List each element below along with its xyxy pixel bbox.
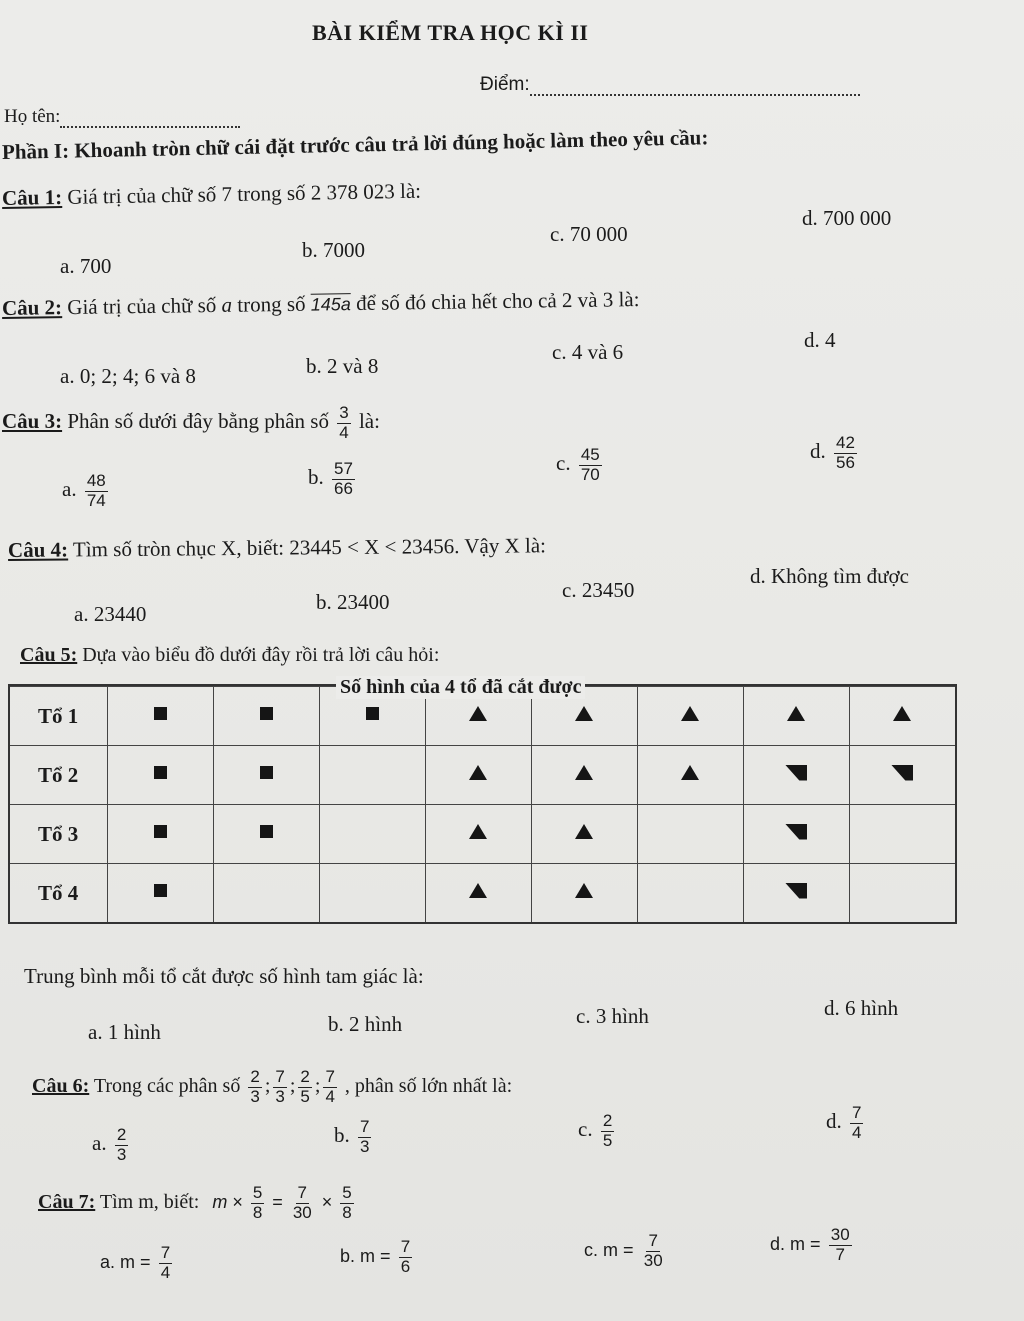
q7-frac-1 bbox=[251, 1184, 264, 1222]
q3-option-b-letter: b. bbox=[308, 465, 324, 489]
chart-cell bbox=[637, 864, 743, 924]
square-icon bbox=[260, 766, 273, 779]
q7-d-num: 30 bbox=[830, 1225, 850, 1244]
q5-question: Trung bình mỗi tổ cắt được số hình tam giác là: bbox=[24, 964, 424, 988]
triangle-icon bbox=[469, 765, 487, 780]
q6-frac-1 bbox=[248, 1068, 261, 1106]
chart-cell bbox=[213, 687, 319, 746]
q6-option-c[interactable] bbox=[578, 1112, 617, 1150]
q6-d-num: 7 bbox=[852, 1103, 862, 1122]
q7-option-b[interactable] bbox=[340, 1238, 415, 1276]
chart-cell bbox=[107, 746, 213, 805]
q3-option-c-frac bbox=[579, 446, 602, 484]
score-label-text: Điểm: bbox=[480, 74, 530, 95]
triangle-icon bbox=[681, 706, 699, 721]
cut-icon bbox=[785, 765, 807, 781]
q7-label: Câu 7: bbox=[38, 1190, 96, 1213]
q7-option-d[interactable] bbox=[770, 1226, 855, 1264]
square-icon bbox=[154, 707, 167, 720]
q2-label: Câu 2: bbox=[1, 295, 63, 320]
q6-text: Trong các phân số bbox=[93, 1074, 241, 1097]
q3-stem bbox=[2, 404, 380, 442]
chart-cell bbox=[425, 805, 531, 864]
q4-text: Tìm số tròn chục X, biết: 23445 < X < 23456. Vậy X là: bbox=[72, 533, 547, 562]
chart-cell bbox=[319, 746, 425, 805]
part1-heading: Phần I: Khoanh tròn chữ cái đặt trước câu trả lời đúng hoặc làm theo yêu cầu: bbox=[1, 125, 709, 164]
shapes-chart-table bbox=[8, 684, 957, 924]
q3-text: Phân số dưới đây bằng phân số bbox=[67, 409, 329, 433]
q6-f2-den: 3 bbox=[275, 1086, 285, 1106]
chart-cell bbox=[107, 805, 213, 864]
q6-d-den: 4 bbox=[852, 1122, 862, 1142]
q7-d-frac bbox=[829, 1226, 852, 1264]
score-label bbox=[480, 74, 860, 96]
q3-option-b[interactable] bbox=[308, 460, 358, 498]
q1-option-b[interactable]: b. 7000 bbox=[302, 238, 365, 262]
q6-b-letter: b. bbox=[334, 1123, 350, 1147]
chart-cell bbox=[425, 746, 531, 805]
chart-row bbox=[9, 805, 956, 864]
q2-stem bbox=[2, 287, 640, 321]
q7-b-letter: b. m = bbox=[340, 1246, 391, 1266]
q6-c-num: 2 bbox=[602, 1111, 613, 1130]
q6-text-after: , phân số lớn nhất là: bbox=[344, 1074, 513, 1097]
q3-label: Câu 3: bbox=[2, 409, 63, 433]
q3-b-den: 66 bbox=[334, 478, 353, 498]
q2-text-mid: trong số bbox=[237, 291, 306, 317]
chart-title: Số hình của 4 tổ đã cắt được bbox=[336, 676, 585, 699]
triangle-icon bbox=[469, 824, 487, 839]
q3-frac-den: 4 bbox=[339, 422, 349, 442]
q5-stem bbox=[20, 644, 439, 667]
q1-option-a[interactable]: a. 700 bbox=[60, 254, 112, 278]
chart-cell bbox=[425, 864, 531, 924]
q6-a-num: 2 bbox=[116, 1125, 127, 1144]
q2-text-before: Giá trị của chữ số bbox=[67, 293, 217, 320]
q6-stem: Câu 6: Trong các phân số $\frac{2}{3}$ ; $\frac{7}{3}$ ; $\frac{2}{5}$ ; $\frac{7}{4}$ , phân số lớn nhất là: bbox=[32, 1067, 513, 1106]
square-icon bbox=[260, 707, 273, 720]
q7-c-num: 7 bbox=[648, 1231, 658, 1250]
q6-f1-num: 2 bbox=[250, 1067, 260, 1086]
q4-option-c[interactable]: c. 23450 bbox=[562, 578, 635, 602]
q7-text: Tìm m, biết: bbox=[99, 1190, 200, 1213]
triangle-icon bbox=[787, 706, 805, 721]
q6-f4-den: 4 bbox=[325, 1086, 335, 1106]
chart-cell bbox=[531, 805, 637, 864]
q7-a-num: 7 bbox=[160, 1243, 171, 1262]
q7-times-2: × bbox=[321, 1191, 333, 1212]
q7-f2-num: 7 bbox=[297, 1183, 307, 1202]
q2-text-after: để số đó chia hết cho cả 2 và 3 là: bbox=[355, 287, 640, 316]
q7-c-frac bbox=[642, 1232, 665, 1270]
q6-f3-num: 2 bbox=[300, 1067, 310, 1086]
chart-cell bbox=[319, 864, 425, 924]
cut-icon bbox=[891, 765, 913, 781]
q3-option-c[interactable] bbox=[556, 446, 605, 484]
cut-icon bbox=[785, 824, 807, 840]
q2-option-d[interactable]: d. 4 bbox=[804, 328, 836, 352]
q6-c-letter: c. bbox=[578, 1117, 593, 1141]
q6-d-frac bbox=[850, 1104, 863, 1142]
q7-f2-den: 30 bbox=[292, 1202, 312, 1222]
chart-cell bbox=[637, 805, 743, 864]
q5-option-d[interactable]: d. 6 hình bbox=[824, 996, 899, 1020]
q3-option-d-frac bbox=[834, 434, 857, 472]
chart-row-label: Tổ 1 bbox=[9, 687, 107, 746]
chart-cell bbox=[849, 746, 956, 805]
q1-option-c[interactable]: c. 70 000 bbox=[550, 222, 628, 246]
triangle-icon bbox=[575, 765, 593, 780]
chart-row-label: Tổ 2 bbox=[9, 746, 107, 805]
q6-a-den: 3 bbox=[116, 1144, 127, 1164]
triangle-icon bbox=[575, 824, 593, 839]
chart-cell bbox=[743, 687, 849, 746]
q6-label: Câu 6: bbox=[32, 1074, 90, 1097]
q3-c-den: 70 bbox=[580, 464, 600, 484]
chart-cell bbox=[637, 746, 743, 805]
q7-frac-3 bbox=[340, 1184, 353, 1222]
chart-cell bbox=[849, 687, 956, 746]
chart-cell bbox=[531, 746, 637, 805]
chart-cell bbox=[319, 805, 425, 864]
chart-cell bbox=[637, 687, 743, 746]
triangle-icon bbox=[893, 706, 911, 721]
q6-f1-den: 3 bbox=[250, 1086, 260, 1106]
chart-cell bbox=[743, 805, 849, 864]
cut-icon bbox=[785, 883, 807, 899]
chart-cell bbox=[107, 687, 213, 746]
q2-var: a bbox=[221, 292, 233, 317]
q3-d-den: 56 bbox=[836, 452, 855, 472]
q6-f2-num: 7 bbox=[275, 1067, 285, 1086]
q7-times-1: × bbox=[232, 1191, 243, 1212]
q1-label: Câu 1: bbox=[1, 184, 63, 210]
q6-b-num: 7 bbox=[360, 1117, 370, 1136]
q6-c-den: 5 bbox=[602, 1130, 613, 1150]
square-icon bbox=[260, 825, 273, 838]
chart-cell bbox=[531, 864, 637, 924]
q3-option-a-frac bbox=[85, 472, 108, 510]
q7-stem bbox=[38, 1184, 357, 1222]
q7-a-letter: a. m = bbox=[100, 1252, 151, 1272]
q5-option-a[interactable]: a. 1 hình bbox=[88, 1020, 161, 1044]
q5-text: Dựa vào biểu đồ dưới đây rồi trả lời câu hỏi: bbox=[82, 644, 440, 666]
name-label bbox=[4, 106, 240, 128]
q4-option-d[interactable]: d. Không tìm được bbox=[750, 564, 909, 588]
score-line[interactable] bbox=[530, 94, 860, 96]
q6-frac-4 bbox=[323, 1068, 336, 1106]
chart-cell bbox=[213, 746, 319, 805]
q7-d-den: 7 bbox=[835, 1244, 845, 1264]
q6-option-a[interactable] bbox=[92, 1126, 131, 1164]
chart-cell bbox=[743, 746, 849, 805]
q6-frac-3 bbox=[298, 1068, 311, 1106]
triangle-icon bbox=[575, 706, 593, 721]
q7-d-letter: d. m = bbox=[770, 1234, 821, 1254]
q7-eq: = bbox=[272, 1191, 283, 1212]
q7-c-den: 30 bbox=[643, 1250, 663, 1270]
triangle-icon bbox=[469, 706, 487, 721]
q7-c-letter: c. m = bbox=[584, 1240, 634, 1260]
q6-option-b[interactable] bbox=[334, 1118, 374, 1156]
chart-cell bbox=[213, 864, 319, 924]
q4-option-a[interactable]: a. 23440 bbox=[74, 602, 147, 626]
q7-f3-num: 5 bbox=[342, 1183, 352, 1202]
q7-a-den: 4 bbox=[160, 1262, 171, 1282]
q1-stem bbox=[2, 179, 421, 211]
q3-c-num: 45 bbox=[580, 445, 600, 464]
chart-row-label: Tổ 3 bbox=[9, 805, 107, 864]
q7-a-frac bbox=[159, 1244, 172, 1282]
q5-option-c[interactable]: c. 3 hình bbox=[576, 1004, 649, 1028]
q3-a-num: 48 bbox=[86, 471, 106, 490]
q6-a-frac bbox=[115, 1126, 128, 1164]
exam-title: BÀI KIỂM TRA HỌC KÌ II bbox=[312, 20, 589, 45]
q3-option-d-letter: d. bbox=[810, 439, 826, 463]
q1-text: Giá trị của chữ số 7 trong số 2 378 023 là: bbox=[67, 178, 422, 209]
q5-label: Câu 5: bbox=[20, 644, 78, 666]
triangle-icon bbox=[575, 883, 593, 898]
q3-fraction bbox=[337, 404, 350, 442]
q2-option-b[interactable]: b. 2 và 8 bbox=[306, 354, 379, 378]
chart-row bbox=[9, 746, 956, 805]
q4-option-b[interactable]: b. 23400 bbox=[316, 590, 390, 614]
name-label-text: Họ tên: bbox=[4, 106, 61, 127]
q7-m: m bbox=[212, 1191, 228, 1212]
q3-b-num: 57 bbox=[334, 459, 353, 478]
chart-cell bbox=[849, 864, 956, 924]
q4-stem bbox=[8, 533, 546, 563]
q6-f3-den: 5 bbox=[300, 1086, 310, 1106]
q7-f1-num: 5 bbox=[252, 1183, 263, 1202]
q3-option-d[interactable] bbox=[810, 434, 860, 472]
chart-cell bbox=[743, 864, 849, 924]
chart-cell bbox=[213, 805, 319, 864]
q1-option-d[interactable]: d. 700 000 bbox=[802, 206, 892, 230]
q3-option-b-frac bbox=[332, 460, 355, 498]
q3-option-a-letter: a. bbox=[62, 477, 77, 501]
square-icon bbox=[154, 766, 167, 779]
q3-a-den: 74 bbox=[86, 490, 106, 510]
q6-a-letter: a. bbox=[92, 1131, 107, 1155]
q3-option-c-letter: c. bbox=[556, 451, 571, 475]
triangle-icon bbox=[469, 883, 487, 898]
q2-option-a[interactable]: a. 0; 2; 4; 6 và 8 bbox=[60, 364, 196, 388]
q7-frac-2 bbox=[291, 1184, 314, 1222]
q6-option-d[interactable] bbox=[826, 1104, 866, 1142]
q3-d-num: 42 bbox=[836, 433, 855, 452]
square-icon bbox=[154, 825, 167, 838]
triangle-icon bbox=[681, 765, 699, 780]
name-line[interactable] bbox=[60, 126, 240, 128]
q6-c-frac bbox=[601, 1112, 614, 1150]
chart-row bbox=[9, 864, 956, 924]
q7-f1-den: 8 bbox=[252, 1202, 263, 1222]
q3-text-after: là: bbox=[358, 409, 380, 433]
q6-f4-num: 7 bbox=[325, 1067, 335, 1086]
q2-number: 145a bbox=[310, 294, 352, 315]
chart-cell bbox=[849, 805, 956, 864]
q3-option-a[interactable] bbox=[62, 472, 111, 510]
chart-cell bbox=[107, 864, 213, 924]
q6-d-letter: d. bbox=[826, 1109, 842, 1133]
q5-option-b[interactable]: b. 2 hình bbox=[328, 1012, 403, 1036]
q7-b-den: 6 bbox=[400, 1256, 411, 1276]
q6-b-den: 3 bbox=[360, 1136, 370, 1156]
q6-b-frac bbox=[358, 1118, 371, 1156]
q7-b-frac bbox=[399, 1238, 412, 1276]
q7-option-c[interactable] bbox=[584, 1232, 668, 1270]
square-icon bbox=[366, 707, 379, 720]
q4-label: Câu 4: bbox=[7, 537, 69, 562]
q7-f3-den: 8 bbox=[342, 1202, 352, 1222]
q6-frac-2 bbox=[273, 1068, 286, 1106]
square-icon bbox=[154, 884, 167, 897]
q3-frac-num: 3 bbox=[339, 403, 349, 422]
q7-b-num: 7 bbox=[400, 1237, 411, 1256]
q2-option-c[interactable]: c. 4 và 6 bbox=[552, 340, 624, 364]
q7-option-a[interactable] bbox=[100, 1244, 175, 1282]
chart-row-label: Tổ 4 bbox=[9, 864, 107, 924]
